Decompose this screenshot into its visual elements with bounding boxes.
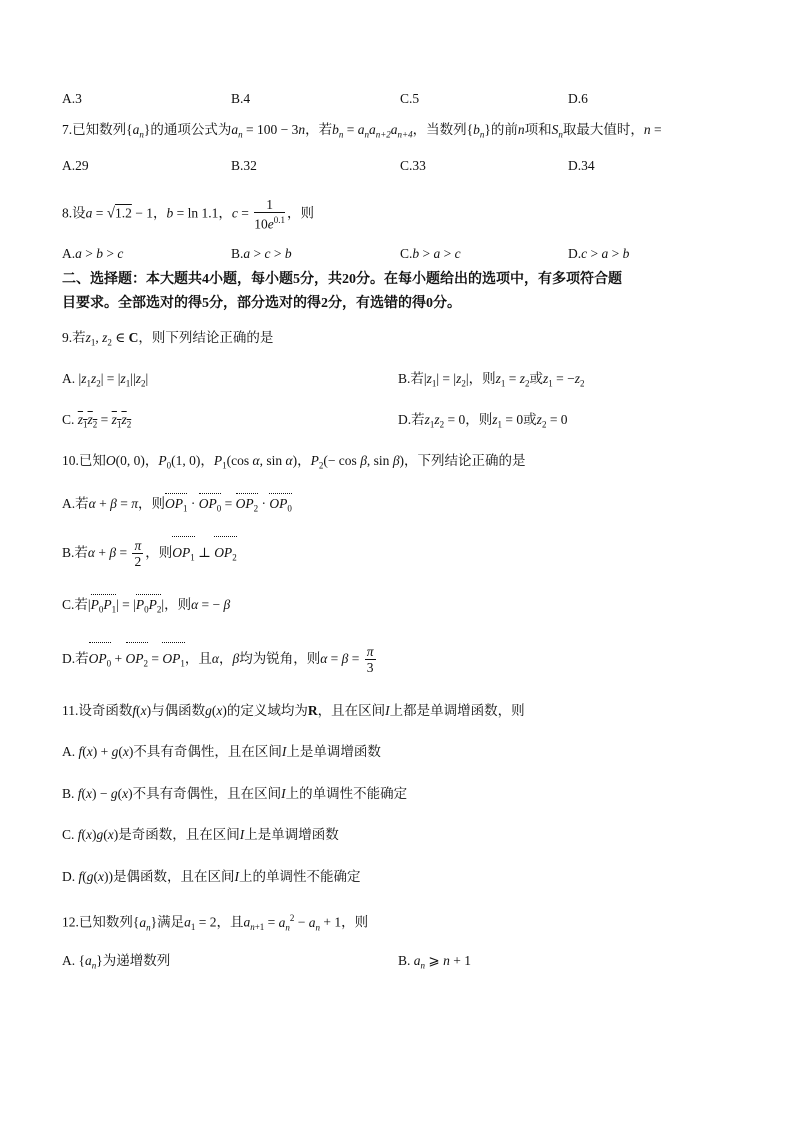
q6-option-b: B.4 (231, 91, 251, 106)
q8-stem: 8.设a = √1.2 − 1，b = ln 1.1，c = $\frac{1}{10e^{0.1}}$ ，则 (62, 197, 314, 232)
q12-stem: 12.已知数列$\{a_n\}$满足$a_1 = 2$，且$a_{n+1} = a_n^2 - a_n + 1$，则 (62, 913, 369, 933)
q11-option-b: B. f(x) − g(x)不具有奇偶性，且在区间I上的单调性不能确定 (62, 786, 408, 801)
q9-option-c: C. $z_1z_2 = z_1z_2$ (62, 412, 132, 430)
q10-option-d: D.若$OP_0 + OP_2 = OP_1$，且α，β均为锐角，则α = β = $\frac{\pi}{3}$ (62, 643, 378, 680)
q8-option-a: A.a > b > c (62, 246, 124, 261)
q9-stem: 9.若$z_1$, $z_2$ ∈ C，则下列结论正确的是 (62, 330, 274, 348)
q11-option-c: C. f(x)g(x)是奇函数，且在区间I上是单调增函数 (62, 827, 339, 842)
q6-option-c: C.5 (400, 91, 420, 106)
q6-option-a: A.3 (62, 91, 82, 106)
q12-option-a: A. $\{a_n\}$为递增数列 (62, 953, 171, 971)
q7-option-a: A.29 (62, 158, 89, 173)
q6-option-d: D.6 (568, 91, 588, 106)
q9-option-b: B.若$|z_1| = |z_2|$，则$z_1 = z_2$或$z_1 = -z_2$ (398, 371, 585, 389)
q11-stem: 11.设奇函数f(x)与偶函数g(x)的定义域均为R，且在区间I上都是单调增函数，则 (62, 703, 525, 718)
q7-option-c: C.33 (400, 158, 426, 173)
q8-option-b: B.a > c > b (231, 246, 292, 261)
q7-stem: 7.已知数列$\{a_n\}$的通项公式为$a_n = 100 - 3n$，若$b_n = a_na_{n+2}a_{n+4}$，当数列$\{b_n\}$的前n项和$S_n$取最大值时，n = (62, 122, 662, 140)
q8-option-c: C.b > a > c (400, 246, 461, 261)
q12-option-b: B. $a_n$ ⩾ n + 1 (398, 953, 471, 971)
q8-option-d: D.c > a > b (568, 246, 630, 261)
q10-stem: 10.已知O(0, 0)，$P_0(1$, 0)，$P_1(\cos$ α, sin α)，$P_2(- \cos \beta$, sin β)，下列结论正确的是 (62, 453, 526, 471)
section-2-heading-line1: 二、选择题：本大题共4小题，每小题5分，共20分。在每小题给出的选项中，有多项符合题 (62, 272, 622, 287)
section-2-heading-line2: 目要求。全部选对的得5分，部分选对的得2分，有选错的得0分。 (62, 296, 461, 311)
q7-option-b: B.32 (231, 158, 257, 173)
q11-option-d: D. f(g(x))是偶函数，且在区间I上的单调性不能确定 (62, 869, 361, 884)
q10-option-b: B.若α + β = $\frac{\pi}{2}$ ，则$OP_1$ ⊥ $OP_2$ (62, 537, 237, 574)
q9-option-a: A. $|z_1z_2| = |z_1||z_2|$ (62, 371, 149, 389)
q10-option-c: C.若$|P_0P_1| = |P_0P_2|$，则α = − β (62, 595, 230, 620)
q9-option-d: D.若$z_1z_2 = 0$，则$z_1 = 0$或$z_2 = 0$ (398, 412, 568, 430)
q10-option-a: A.若α + β = π，则$OP_1 \cdot OP_0 = OP_2 \cdot OP_0$ (62, 494, 292, 519)
q11-option-a: A. f(x) + g(x)不具有奇偶性，且在区间I上是单调增函数 (62, 744, 381, 759)
q7-option-d: D.34 (568, 158, 595, 173)
